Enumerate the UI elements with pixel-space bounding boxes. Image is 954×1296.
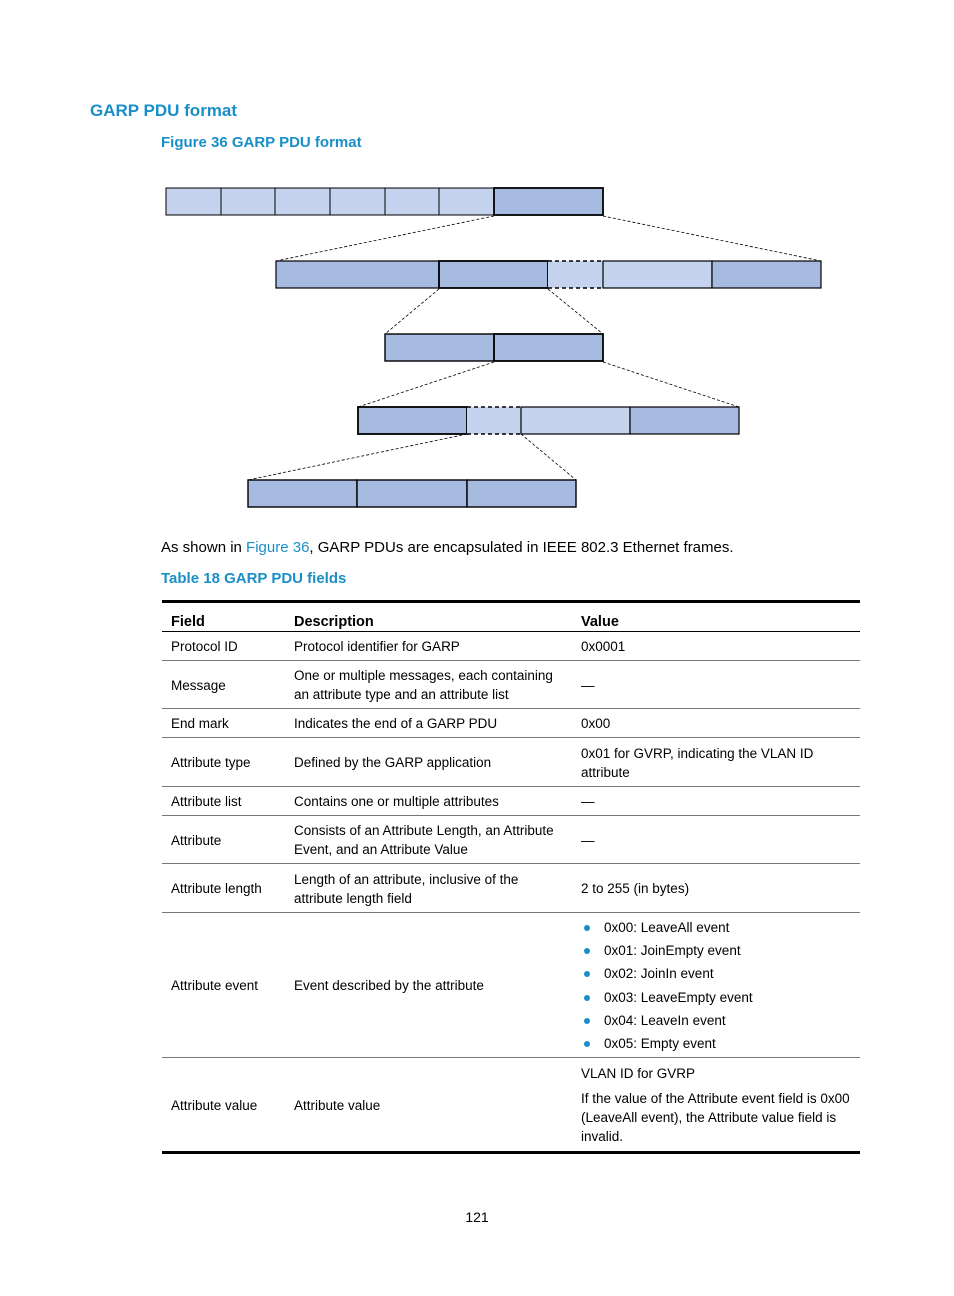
section-title: GARP PDU format: [90, 101, 238, 120]
attribute-event-box: [357, 480, 467, 507]
table-row: [162, 738, 860, 787]
attribute-value-box: [467, 480, 576, 507]
table-caption: Table 18 GARP PDU fields: [161, 570, 347, 587]
description-cell: Indicates the end of a GARP PDU: [285, 709, 572, 738]
bullet-icon: [584, 971, 590, 977]
attribute-box: [358, 407, 467, 434]
list-item: [581, 962, 852, 985]
bullet-icon: [584, 948, 590, 954]
body-text-start: As shown in: [161, 539, 247, 556]
bullet-icon: [584, 995, 590, 1001]
attribute-list-box: [494, 334, 603, 361]
message-box: [439, 261, 548, 288]
column-header-description: Description: [285, 602, 572, 632]
field-cell: Attribute: [162, 816, 285, 864]
description-cell: Contains one or multiple attributes: [285, 787, 572, 816]
value-cell: 0x01 for GVRP, indicating the VLAN ID attribute: [572, 738, 860, 787]
connector-line: [603, 216, 821, 261]
column-header-value: Value: [572, 602, 860, 632]
connector-line: [521, 434, 576, 480]
attribute-type-box: [385, 334, 494, 361]
attribute-event-list: [581, 916, 852, 1055]
table-row: [162, 864, 860, 913]
description-cell: Protocol identifier for GARP: [285, 632, 572, 661]
field-cell: Attribute type: [162, 738, 285, 787]
connector-line: [276, 216, 494, 261]
field-cell: Attribute list: [162, 787, 285, 816]
body-paragraph: [161, 539, 734, 556]
list-item: [581, 939, 852, 962]
page-number: 121: [465, 1209, 489, 1225]
garp-pdu-row: [276, 261, 821, 288]
end-mark-box: [712, 261, 821, 288]
bullet-icon: [584, 925, 590, 931]
value-line: VLAN ID for GVRP: [581, 1066, 696, 1082]
list-item-text: 0x03: LeaveEmpty event: [604, 989, 753, 1005]
value-note: If the value of the Attribute event field is 0x00 (LeaveAll event), the Attribute value field is invalid.: [581, 1091, 850, 1145]
field-cell: Attribute length: [162, 864, 285, 913]
table-row: [162, 913, 860, 1058]
list-item-text: 0x02: JoinIn event: [604, 966, 714, 982]
connector-line: [603, 362, 739, 407]
table-row: [162, 661, 860, 709]
field-cell: Message: [162, 661, 285, 709]
bullet-icon: [584, 1041, 590, 1047]
list-item-text: 0x01: JoinEmpty event: [604, 943, 741, 959]
garp-pdu-box: [494, 188, 603, 215]
frame-field-box: [275, 188, 330, 215]
list-item: [581, 1032, 852, 1055]
bullet-icon: [584, 1018, 590, 1024]
value-cell: 0x00: [572, 709, 860, 738]
end-mark-box: [630, 407, 739, 434]
description-cell: One or multiple messages, each containing an attribute type and an attribute list: [285, 661, 572, 709]
figure-link[interactable]: Figure 36: [246, 539, 310, 556]
frame-field-box: [385, 188, 439, 215]
list-item: [581, 1009, 852, 1032]
description-cell: Length of an attribute, inclusive of the attribute length field: [285, 864, 572, 913]
description-cell: Defined by the GARP application: [285, 738, 572, 787]
field-cell: End mark: [162, 709, 285, 738]
column-header-field: Field: [162, 602, 285, 632]
description-cell: Event described by the attribute: [285, 913, 572, 1058]
attribute-repeat-box: [467, 407, 521, 434]
attribute-box-n: [521, 407, 630, 434]
garp-pdu-fields-table: [162, 600, 860, 1154]
table-row: [162, 787, 860, 816]
value-cell: —: [572, 661, 860, 709]
body-text-end: , GARP PDUs are encapsulated in IEEE 802.3 Ethernet frames.: [309, 539, 734, 556]
value-cell: [572, 1058, 860, 1153]
value-cell: [572, 913, 860, 1058]
list-item: [581, 916, 852, 939]
field-cell: Protocol ID: [162, 632, 285, 661]
garp-pdu-diagram: [0, 0, 954, 520]
connector-line: [548, 289, 603, 334]
value-cell: —: [572, 816, 860, 864]
frame-field-box: [439, 188, 494, 215]
table-header-row: [162, 602, 860, 632]
message-row: [385, 334, 603, 361]
ethernet-frame-row: [166, 188, 603, 215]
field-cell: Attribute value: [171, 1097, 258, 1113]
connector-line: [358, 362, 494, 407]
table-row: [162, 709, 860, 738]
list-item-text: 0x00: LeaveAll event: [604, 920, 730, 935]
field-cell: Attribute event: [162, 913, 285, 1058]
table-row: [162, 816, 860, 864]
protocol-id-box: [276, 261, 439, 288]
frame-field-box: [166, 188, 221, 215]
table-row: [162, 1058, 860, 1153]
message-box-n: [603, 261, 712, 288]
list-item-text: 0x04: LeaveIn event: [604, 1012, 726, 1028]
frame-field-box: [221, 188, 275, 215]
table-row: [162, 632, 860, 661]
message-repeat-box: [548, 261, 603, 288]
description-cell: Attribute value: [294, 1097, 381, 1113]
attribute-list-row: [358, 407, 739, 434]
connector-line: [385, 289, 439, 334]
attribute-row: [248, 480, 576, 507]
description-cell: Consists of an Attribute Length, an Attribute Event, and an Attribute Value: [285, 816, 572, 864]
attribute-length-box: [248, 480, 357, 507]
value-cell: 2 to 255 (in bytes): [572, 864, 860, 913]
connector-line: [248, 434, 467, 480]
value-cell: 0x0001: [572, 632, 860, 661]
list-item-text: 0x05: Empty event: [604, 1035, 716, 1051]
frame-field-box: [330, 188, 385, 215]
value-cell: —: [572, 787, 860, 816]
figure-caption: Figure 36 GARP PDU format: [161, 134, 362, 151]
list-item: [581, 986, 852, 1009]
